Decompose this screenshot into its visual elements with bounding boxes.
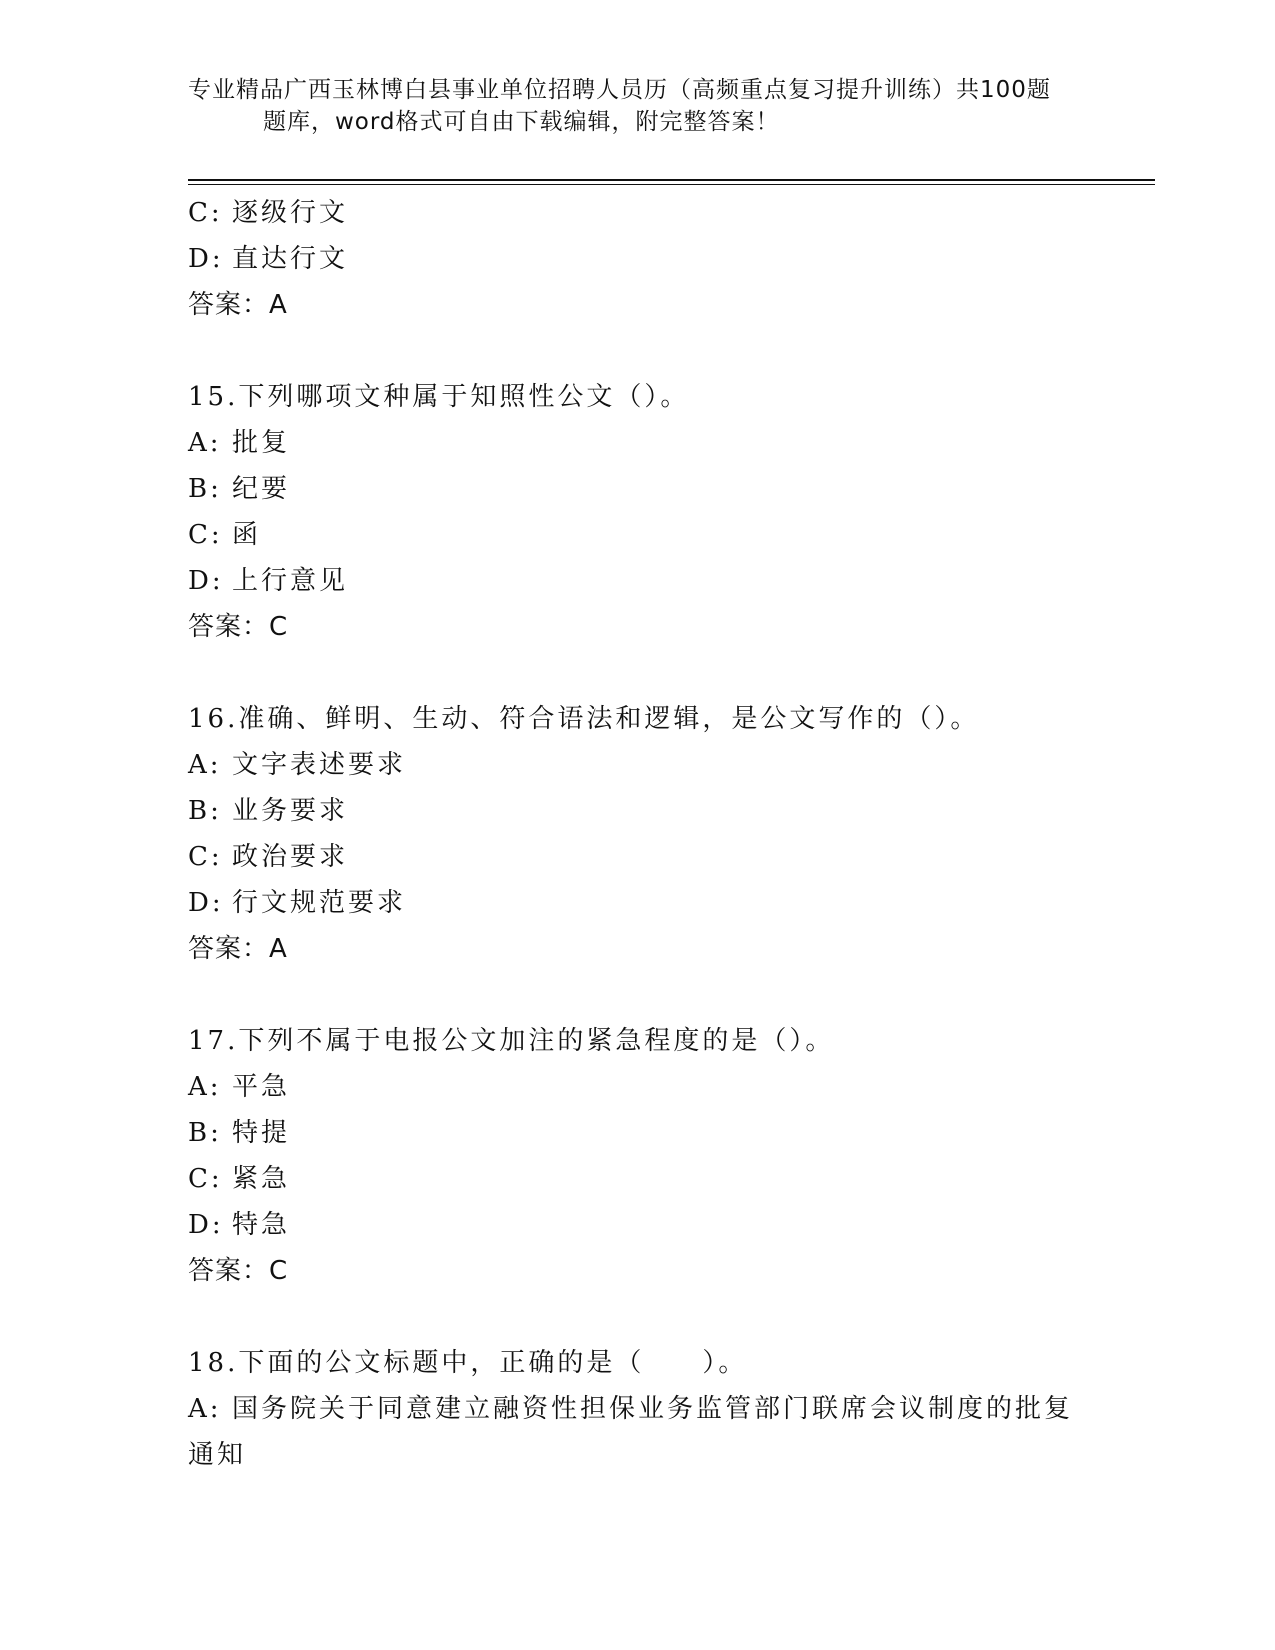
option-text: 函 [232, 520, 262, 550]
option-line [188, 512, 1088, 558]
option-text: 政治要求 [232, 842, 349, 872]
answer-line: 答案：C [188, 1256, 289, 1286]
document-header [188, 74, 1088, 138]
answer-line: 答案：A [188, 934, 288, 964]
option-line [188, 420, 1088, 466]
option-line [188, 236, 1088, 282]
option-prefix: D: [188, 888, 224, 918]
option-line [188, 1156, 1088, 1202]
option-line [188, 788, 1088, 834]
question-content [188, 190, 1088, 1478]
option-text: 特急 [232, 1210, 291, 1240]
option-line [188, 834, 1088, 880]
option-text: 特提 [232, 1118, 291, 1148]
option-line [188, 1064, 1088, 1110]
option-prefix: C: [188, 1164, 223, 1194]
option-text: 纪要 [232, 474, 291, 504]
option-prefix: D: [188, 1210, 224, 1240]
option-line [188, 1110, 1088, 1156]
header-title-line2: 题库，word格式可自由下载编辑，附完整答案！ [263, 109, 780, 135]
option-prefix: B: [188, 1118, 222, 1148]
option-prefix: C: [188, 842, 223, 872]
header-rule-thick [188, 179, 1155, 181]
option-text: 文字表述要求 [232, 750, 407, 780]
question-stem: 17.下列不属于电报公文加注的紧急程度的是（）。 [188, 1026, 835, 1056]
option-line [188, 1202, 1088, 1248]
header-title-line1: 专业精品广西玉林博白县事业单位招聘人员历（高频重点复习提升训练）共100题 [188, 77, 1051, 103]
option-text: 业务要求 [232, 796, 349, 826]
option-text: 行文规范要求 [232, 888, 407, 918]
option-prefix: B: [188, 474, 222, 504]
option-prefix: D: [188, 566, 224, 596]
option-line [188, 190, 1088, 236]
option-prefix: D: [188, 244, 224, 274]
option-text: 上行意见 [232, 566, 349, 596]
option-text: 紧急 [232, 1164, 291, 1194]
option-text: 逐级行文 [232, 198, 349, 228]
option-prefix: A: [188, 1072, 222, 1102]
option-line [188, 1386, 1088, 1478]
question-stem: 16.准确、鲜明、生动、符合语法和逻辑，是公文写作的（）。 [188, 704, 980, 734]
option-line [188, 880, 1088, 926]
option-text: 平急 [232, 1072, 291, 1102]
option-prefix: B: [188, 796, 222, 826]
answer-line: 答案：A [188, 290, 288, 320]
answer-line: 答案：C [188, 612, 289, 642]
option-text: 直达行文 [232, 244, 349, 274]
option-line [188, 558, 1088, 604]
question-stem: 15.下列哪项文种属于知照性公文（）。 [188, 382, 690, 412]
header-rule-thin [188, 184, 1155, 185]
option-line [188, 466, 1088, 512]
option-prefix: C: [188, 520, 223, 550]
option-prefix: A: [188, 1394, 222, 1424]
option-prefix: A: [188, 428, 222, 458]
option-prefix: C: [188, 198, 223, 228]
option-text: 国务院关于同意建立融资性担保业务监管部门联席会议制度的批复通知 [188, 1394, 1074, 1470]
option-line [188, 742, 1088, 788]
option-prefix: A: [188, 750, 222, 780]
question-stem: 18.下面的公文标题中，正确的是（ ）。 [188, 1348, 748, 1378]
option-text: 批复 [232, 428, 291, 458]
